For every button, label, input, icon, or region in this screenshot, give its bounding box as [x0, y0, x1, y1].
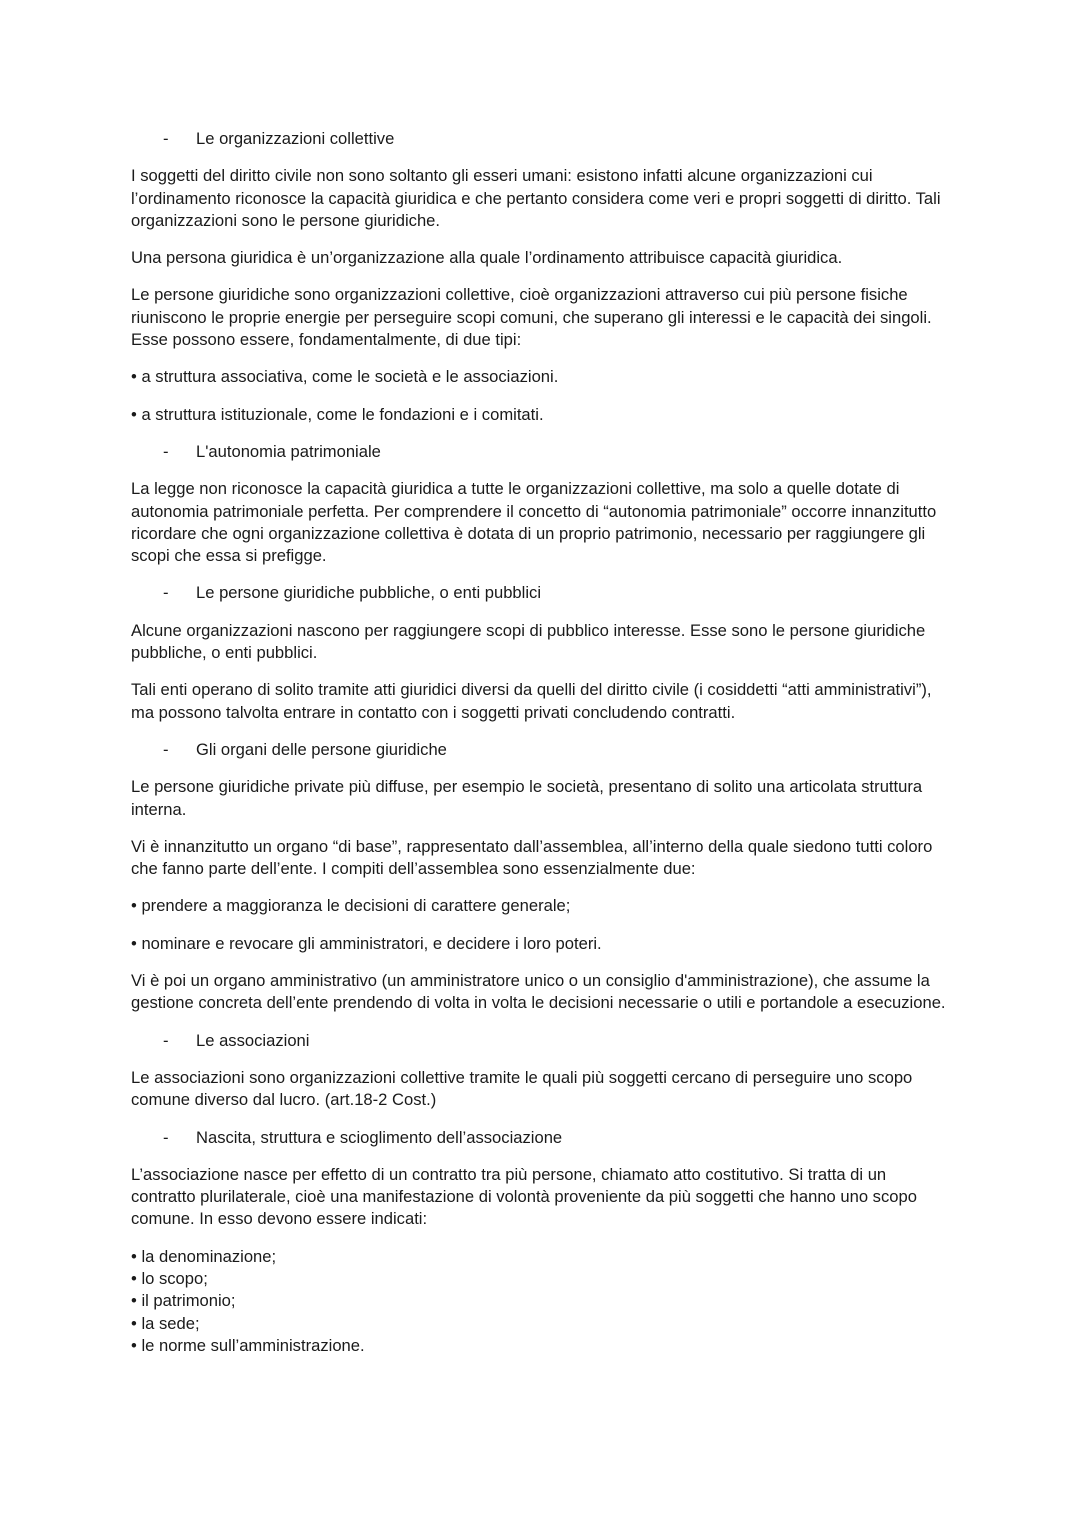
- list-item-text: la sede;: [141, 1313, 200, 1333]
- paragraph: Le associazioni sono organizzazioni collettive tramite le quali più soggetti cercano di perseguire uno scopo comune diverso dal lucro. (art.18-2 Cost.): [131, 1067, 913, 1110]
- bullet-marker: •: [131, 1246, 137, 1266]
- paragraph: Vi è innanzitutto un organo “di base”, rappresentato dall’assemblea, all’interno della quale siedono tutti coloro che fanno parte dell’ente. I compiti dell’assemblea sono essenzialmente due:: [131, 836, 933, 879]
- bullet-text: nominare e revocare gli amministratori, e decidere i loro poteri.: [141, 933, 602, 953]
- section-heading: [131, 1030, 951, 1052]
- paragraph: La legge non riconosce la capacità giuridica a tutte le organizzazioni collettive, ma solo a quelle dotate di autonomia patrimoniale perfetta. Per comprendere il concetto di “autonomia patrimoniale” occorre innanzitutto ricordare che ogni organizzazione collettiva è dotata di un proprio patrimonio, necessario per raggiungere gli scopi che essa si prefigge.: [131, 479, 937, 566]
- bullet-marker: •: [131, 896, 137, 916]
- section-heading: [131, 128, 951, 150]
- bullet-text: prendere a maggioranza le decisioni di carattere generale;: [141, 896, 571, 916]
- bullet-marker: •: [131, 367, 137, 387]
- bullet-marker: •: [131, 404, 137, 424]
- heading-dash: -: [163, 129, 169, 148]
- heading-dash: -: [163, 1030, 169, 1050]
- bullet-text: a struttura istituzionale, come le fondazioni e i comitati.: [141, 404, 544, 424]
- heading-text: Le persone giuridiche pubbliche, o enti pubblici: [196, 583, 542, 603]
- bullet-item: [131, 933, 951, 955]
- heading-text: Gli organi delle persone giuridiche: [196, 739, 447, 759]
- section-heading: [131, 441, 951, 463]
- section-heading: [131, 1127, 951, 1149]
- paragraph: Tali enti operano di solito tramite atti giuridici diversi da quelli del diritto civile (i cosiddetti “atti amministrativi”), ma possono talvolta entrare in contatto con i soggetti privati concludendo contratti.: [131, 680, 932, 722]
- list-item-text: la denominazione;: [141, 1246, 277, 1266]
- bullet-item: [131, 895, 951, 917]
- heading-dash: -: [163, 441, 169, 461]
- bullet-item: [131, 366, 951, 388]
- heading-text: Le organizzazioni collettive: [196, 129, 395, 148]
- paragraph: Una persona giuridica è un’organizzazione alla quale l’ordinamento attribuisce capacità giuridica.: [131, 248, 843, 268]
- bullet-item: [131, 404, 951, 426]
- bullet-marker: •: [131, 933, 137, 953]
- bullet-marker: •: [131, 1268, 137, 1288]
- paragraph: Le persone giuridiche private più diffuse, per esempio le società, presentano di solito una articolata struttura interna.: [131, 777, 923, 819]
- list-item: [131, 1313, 951, 1335]
- heading-text: Nascita, struttura e scioglimento dell’associazione: [196, 1127, 563, 1147]
- list-item: [131, 1335, 951, 1357]
- list-item: [131, 1290, 951, 1312]
- section-heading: [131, 582, 951, 604]
- heading-dash: -: [163, 739, 169, 759]
- paragraph: Le persone giuridiche sono organizzazioni collettive, cioè organizzazioni attraverso cui più persone fisiche riuniscono le proprie energie per perseguire scopi comuni, che superano gli interessi e le capacità dei singoli. Esse possono essere, fondamentalmente, di due tipi:: [131, 285, 932, 350]
- paragraph: I soggetti del diritto civile non sono soltanto gli esseri umani: esistono infatti alcune organizzazioni cui l’ordinamento riconosce la capacità giuridica e che pertanto considera come veri e propri soggetti di diritto. Tali organizzazioni sono le persone giuridiche.: [131, 166, 941, 230]
- section-heading: [131, 739, 951, 761]
- document-page: [131, 128, 951, 1357]
- heading-dash: -: [163, 1127, 169, 1147]
- bullet-text: a struttura associativa, come le società e le associazioni.: [141, 367, 559, 387]
- heading-dash: -: [163, 583, 169, 603]
- list-item-text: le norme sull’amministrazione.: [141, 1335, 365, 1355]
- bullet-marker: •: [131, 1291, 137, 1311]
- paragraph: Alcune organizzazioni nascono per raggiungere scopi di pubblico interesse. Esse sono le persone giuridiche pubbliche, o enti pubblici.: [131, 620, 926, 663]
- bullet-marker: •: [131, 1313, 137, 1333]
- paragraph: Vi è poi un organo amministrativo (un amministratore unico o un consiglio d'amministrazione), che assume la gestione concreta dell’ente prendendo di volta in volta le decisioni necessarie o utili e portandole a esecuzione.: [131, 971, 946, 1013]
- list-item: [131, 1246, 951, 1268]
- list-item-text: il patrimonio;: [141, 1291, 236, 1311]
- heading-text: L'autonomia patrimoniale: [196, 441, 381, 461]
- bullet-marker: •: [131, 1335, 137, 1355]
- list-item-text: lo scopo;: [141, 1268, 208, 1288]
- bullet-list: [131, 1246, 951, 1357]
- list-item: [131, 1268, 951, 1290]
- paragraph: L’associazione nasce per effetto di un contratto tra più persone, chiamato atto costitutivo. Si tratta di un contratto plurilaterale, cioè una manifestazione di volontà proveniente da più soggetti che hanno uno scopo comune. In esso devono essere indicati:: [131, 1164, 917, 1229]
- heading-text: Le associazioni: [196, 1030, 310, 1050]
